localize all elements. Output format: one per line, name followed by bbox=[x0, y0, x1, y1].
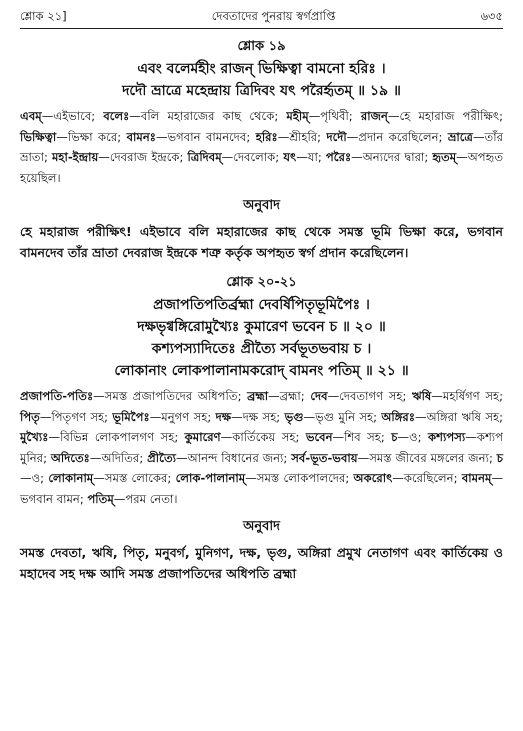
synonym-meaning: সমস্ত লোকের bbox=[104, 471, 168, 485]
synonym-meaning: অপহৃত হয়েছিল। bbox=[20, 150, 504, 185]
verse-line: প্রজাপতিপতির্ব্রহ্মা দেবর্ষিপিতৃভূমিপৈঃ । bbox=[153, 297, 370, 313]
synonym-word: ঋষি bbox=[411, 389, 432, 403]
synonym-meaning: করেছিলেন bbox=[403, 471, 454, 485]
synonym-word: সর্ব-ভূত-ভবায় bbox=[291, 450, 358, 465]
synonym-meaning: অঙ্গিরা ঋষি সহ bbox=[426, 409, 500, 424]
synonym-word: প্রজাপতি-পতিঃ bbox=[20, 389, 94, 403]
synonym-word: দদৌ bbox=[326, 129, 347, 144]
synonym-meaning: শিব সহ bbox=[344, 430, 381, 444]
synonym-word: ভ্রাত্রে bbox=[447, 129, 473, 144]
synonym-meaning: এইভাবে bbox=[53, 109, 92, 123]
synonym-word: মুখ্যৈঃ bbox=[20, 430, 49, 444]
verse-20-21-title: শ্লোক ২০-২১ bbox=[226, 275, 297, 290]
synonym-word: অঙ্গিরঃ bbox=[381, 409, 415, 424]
verse-line: দদৌ ভ্রাত্রে মহেন্দ্রায় ত্রিদিবং যৎ পরৈর্হৃতম্ ॥ ১৯ ॥ bbox=[122, 83, 401, 99]
synonym-word: কশ্যপস্য bbox=[428, 430, 466, 444]
synonym-meaning: দেবলোক bbox=[233, 150, 276, 164]
synonym-meaning: কার্তিকেয় সহ bbox=[232, 430, 296, 444]
synonym-word: হৃতম্ bbox=[432, 150, 457, 164]
synonym-meaning: ও bbox=[409, 430, 418, 444]
synonym-word: ভূমিপৈঃ bbox=[112, 409, 150, 424]
synonym-meaning: যা bbox=[307, 150, 318, 164]
synonym-meaning: প্রদান করেছিলেন bbox=[358, 129, 439, 144]
verse-20-21-synonyms: প্রজাপতি-পতিঃ—সমস্ত প্রজাপতিদের অধিপতি; ব্রহ্মা—ব্রহ্মা; দেব—দেবতাগণ সহ; ঋষি—মহর্ষিগণ সহ; পিতৃ—পিতৃগণ সহ; ভূমিপৈঃ—মনুগণ সহ; দক্ষ—দক্ষ সহ; ভৃগু—ভৃগু মুনি সহ; অঙ্গিরঃ—অঙ্গিরা ঋষি সহ; মুখ্যৈঃ—বিভিন্ন লোকপালগণ সহ; কুমারেণ—কার্তিকেয় সহ; ভবেন—শিব সহ; চ—ও; কশ্যপস্য—কশ্যপ মুনির; অদিতেঃ—অদিতির; প্রীত্যৈ—আনন্দ বিধানের জন্য; সর্ব-ভূত-ভবায়—সমস্ত জীবের মঙ্গলের জন্য; চ—ও; লোকানাম্—সমস্ত লোকের; লোক-পালানাম্—সমস্ত লোকপালদের; অকরোৎ—করেছিলেন; বামনম্—ভগবান বামন; পতিম্—পরম নেতা। bbox=[20, 389, 504, 506]
synonym-word: দক্ষ bbox=[215, 409, 232, 424]
synonym-meaning: শ্রীহরি bbox=[289, 129, 318, 144]
synonym-meaning: আনন্দ বিধানের জন্য bbox=[187, 450, 284, 465]
verse-19-title: শ্লোক ১৯ bbox=[237, 39, 286, 54]
synonym-meaning: মনুগণ সহ bbox=[161, 409, 208, 424]
synonym-meaning: হে মহারাজ পরীক্ষিৎ bbox=[399, 109, 500, 123]
header-chapter-title: দেবতাদের পুনরায় স্বর্গপ্রাপ্তি bbox=[211, 8, 336, 23]
synonym-meaning: সমস্ত লোকপালদের bbox=[256, 471, 346, 485]
verse-19-synonyms: এবম্—এইভাবে; বলেঃ—বলি মহারাজের কাছ থেকে; মহীম্—পৃথিবী; রাজন্—হে মহারাজ পরীক্ষিৎ; ভিক্ষিত্বা—ভিক্ষা করে; বামনঃ—ভগবান বামনদেব; হরিঃ—শ্রীহরি; দদৌ—প্রদান করেছিলেন; ভ্রাত্রে—তাঁর ভ্রাতা; মহা-ইন্দ্রায়—দেবরাজ ইন্দ্রকে; ত্রিদিবম্—দেবলোক; যৎ—যা; পরৈঃ—অন্যদের দ্বারা; হৃতম্—অপহৃত হয়েছিল। bbox=[20, 109, 504, 185]
synonym-word: পতিম্ bbox=[87, 491, 114, 506]
synonym-word: অদিতেঃ bbox=[50, 450, 90, 465]
verse-line: দক্ষভৃগ্বঙ্গিরোমুখ্যৈঃ কুমারেণ ভবেন চ ॥ ২০ ॥ bbox=[137, 319, 386, 335]
synonym-meaning: পিতৃগণ সহ bbox=[51, 409, 105, 424]
synonym-word: পরৈঃ bbox=[325, 150, 352, 164]
verse-line: লোকানাং লোকপালানামকরোদ্ বামনং পতিম্ ॥ ২১ ॥ bbox=[114, 363, 409, 379]
verse-line: এবং বলেৰ্মহীং রাজন্ ভিক্ষিত্বা বামনো হরিঃ । bbox=[137, 61, 386, 77]
synonym-meaning: তাঁর ভ্রাতা bbox=[20, 129, 503, 164]
synonym-meaning: সমস্ত জীবের মঙ্গলের জন্য bbox=[369, 450, 489, 465]
synonym-meaning: দেবরাজ ইন্দ্রকে bbox=[109, 150, 180, 164]
synonym-word: চ bbox=[391, 430, 398, 444]
synonym-meaning: বলি মহারাজের কাছ থেকে bbox=[140, 109, 275, 123]
verse-20-21-text bbox=[20, 294, 503, 382]
synonym-word: হরিঃ bbox=[255, 129, 278, 144]
synonym-word: ভবেন bbox=[305, 430, 333, 444]
synonym-word: বামনঃ bbox=[126, 129, 156, 144]
synonym-meaning: ব্রহ্মা bbox=[279, 389, 301, 403]
synonym-meaning: সমস্ত প্রজাপতিদের অধিপতি bbox=[104, 389, 238, 403]
synonym-word: যৎ bbox=[283, 150, 297, 164]
synonym-meaning: কশ্যপ মুনির bbox=[20, 430, 504, 465]
synonym-meaning: অদিতির bbox=[101, 450, 140, 465]
synonym-meaning: ভগবান বামনদেব bbox=[167, 129, 247, 144]
synonym-word: লোক-পালানাম্ bbox=[175, 471, 246, 485]
synonym-meaning: বিভিন্ন লোকপালগণ সহ bbox=[60, 430, 175, 444]
synonym-word: ত্রিদিবম্ bbox=[187, 150, 222, 164]
synonym-word: অকরোৎ bbox=[353, 471, 393, 485]
synonym-meaning: দক্ষ সহ bbox=[242, 409, 277, 424]
synonym-word: ব্রহ্মা bbox=[247, 389, 269, 403]
synonym-meaning: ভগবান বামন bbox=[20, 491, 80, 506]
synonym-word: ভিক্ষিত্বা bbox=[20, 129, 57, 144]
synonym-meaning: মহর্ষিগণ সহ bbox=[442, 389, 500, 403]
verse-19-translation-title: অনুবাদ bbox=[243, 198, 280, 213]
synonym-word: মহীম্ bbox=[286, 109, 309, 123]
synonym-meaning: দেবতাগণ সহ bbox=[339, 389, 403, 403]
verse-19-translation: হে মহারাজ পরীক্ষিৎ! এইভাবে বলি মহারাজের কাছ থেকে সমস্ত ভূমি ভিক্ষা করে, ভগবান বামনদেব তাঁর ভ্রাতা দেবরাজ ইন্দ্রকে শত্রু কর্তৃক অপহৃত স্বর্গ প্রদান করেছিলেন। bbox=[20, 224, 503, 260]
synonym-meaning: পরম নেতা। bbox=[125, 491, 178, 506]
synonym-meaning: ও bbox=[31, 471, 41, 485]
synonym-word: ভৃগু bbox=[284, 409, 304, 424]
running-header bbox=[20, 6, 503, 29]
synonym-meaning: ভৃগু মুনি সহ bbox=[315, 409, 374, 424]
header-verse-ref: শ্লোক ২১] bbox=[20, 8, 67, 23]
synonym-word: মহা-ইন্দ্রায় bbox=[51, 150, 99, 164]
synonym-word: বামনম্ bbox=[461, 471, 492, 485]
synonym-word: এবম্ bbox=[20, 109, 42, 123]
synonym-word: প্রীত্যৈ bbox=[147, 450, 177, 465]
verse-line: কশ্যপস্যাদিতেঃ প্রীত্যৈ সর্বভূতভবায় চ । bbox=[151, 341, 372, 357]
synonym-meaning: অন্যদের দ্বারা bbox=[362, 150, 425, 164]
synonym-word: পিতৃ bbox=[20, 409, 40, 424]
synonym-word: কুমারেণ bbox=[184, 430, 221, 444]
verse-20-21-translation: সমস্ত দেবতা, ঋষি, পিতৃ, মনুবর্গ, মুনিগণ, দক্ষ, ভৃগু, অঙ্গিরা প্রমুখ নেতাগণ এবং কার্তিকেয় ও মহাদেব সহ দক্ষ আদি সমস্ত প্রজাপতিদের অধিপতি ব্রহ্মা bbox=[20, 545, 503, 581]
synonym-meaning: ভিক্ষা করে bbox=[67, 129, 118, 144]
synonym-word: লোকানাম্ bbox=[48, 471, 94, 485]
verse-19-text bbox=[20, 58, 503, 102]
verse-20-21-translation-title: অনুবাদ bbox=[243, 519, 280, 534]
synonym-meaning: পৃথিবী bbox=[320, 109, 349, 123]
synonym-word: বলেঃ bbox=[103, 109, 130, 123]
synonym-word: রাজন্ bbox=[360, 109, 388, 123]
page-number: ৬৩৫ bbox=[480, 8, 503, 23]
synonym-word: চ bbox=[496, 450, 504, 465]
synonym-word: দেব bbox=[310, 389, 328, 403]
